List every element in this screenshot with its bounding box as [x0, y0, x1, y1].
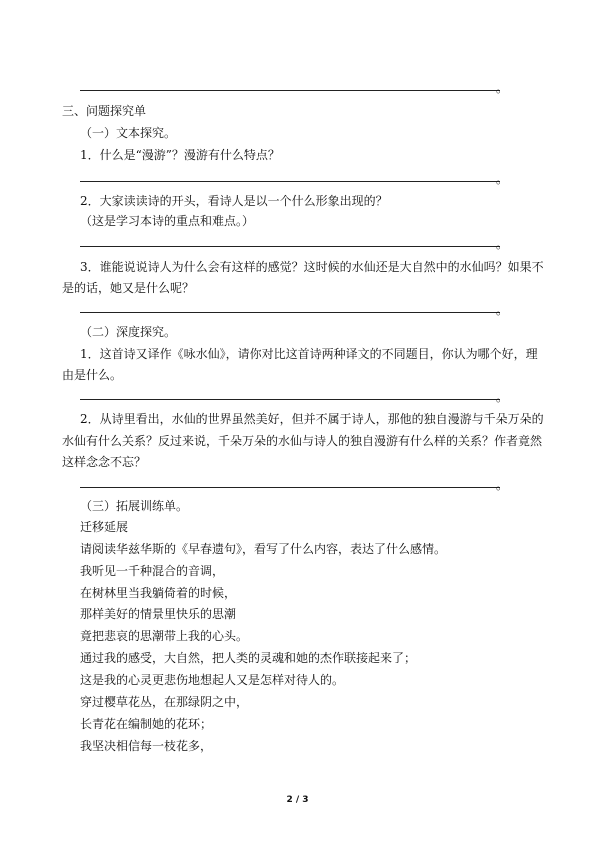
answer-line[interactable] — [80, 80, 508, 96]
question-text: 由是什么。 — [62, 368, 123, 382]
answer-rule — [80, 246, 500, 247]
answer-period: 。 — [495, 81, 508, 95]
answer-rule — [80, 312, 500, 313]
poem-line: 我听见一千种混合的音调， — [80, 564, 225, 578]
answer-period: 。 — [495, 303, 508, 317]
subsection-heading: （一）文本探究。 — [80, 126, 177, 140]
question-text: 是的话，她又是什么呢？ — [62, 281, 195, 295]
answer-rule — [80, 487, 500, 488]
answer-period: 。 — [495, 237, 508, 251]
answer-line[interactable] — [80, 389, 508, 405]
question-text: 2．大家读读诗的开头，看诗人是以一个什么形象出现的？ — [80, 194, 388, 208]
poem-line: 通过我的感受，大自然，把人类的灵魂和她的杰作联接起来了； — [80, 651, 417, 665]
section-heading: 三、问题探究单 — [62, 104, 147, 118]
poem-line: 我坚决相信每一枝花多， — [80, 739, 213, 753]
answer-rule — [80, 399, 500, 400]
question-text: 水仙有什么关系？反过来说，千朵万朵的水仙与诗人的独自漫游有什么样的关系？作者竟然 — [62, 434, 543, 448]
poem-line: 那样美好的情景里快乐的思潮 — [80, 607, 237, 621]
subsection-heading: （二）深度探究。 — [80, 325, 177, 339]
answer-rule — [80, 90, 500, 91]
answer-line[interactable] — [80, 236, 508, 252]
extension-prompt: 请阅读华兹华斯的《早春遗句》，看写了什么内容，表达了什么感情。 — [80, 542, 447, 556]
question-text: 1．什么是“漫游”？漫游有什么特点？ — [80, 148, 280, 162]
poem-line: 长青花在编制她的花环； — [80, 717, 213, 731]
poem-line: 竟把悲哀的思潮带上我的心头。 — [80, 629, 249, 643]
poem-line: 这是我的心灵更悲伤地想起人又是怎样对待人的。 — [80, 673, 345, 687]
answer-line[interactable] — [80, 302, 508, 318]
question-text: 1．这首诗又译作《咏水仙》，请你对比这首诗两种译文的不同题目，你认为哪个好，理 — [80, 347, 538, 361]
answer-period: 。 — [495, 390, 508, 404]
extension-title: 迁移延展 — [80, 520, 129, 534]
answer-line[interactable] — [80, 171, 508, 187]
page-number: 2 / 3 — [286, 795, 309, 805]
question-text: 这样念念不忘？ — [62, 455, 147, 469]
question-text: 2．从诗里看出，水仙的世界虽然美好，但并不属于诗人，那他的独自漫游与千朵万朵的 — [80, 412, 544, 426]
subsection-heading: （三）拓展训练单。 — [80, 499, 189, 513]
answer-rule — [80, 181, 500, 182]
answer-period: 。 — [495, 172, 508, 186]
answer-period: 。 — [495, 478, 508, 492]
answer-line[interactable] — [80, 477, 508, 493]
poem-line: 穿过樱草花丛，在那绿阴之中， — [80, 695, 249, 709]
poem-line: 在树林里当我躺倚着的时候， — [80, 586, 237, 600]
question-text: 3．谁能说说诗人为什么会有这样的感觉？这时候的水仙还是大自然中的水仙吗？如果不 — [80, 260, 544, 274]
question-note: （这是学习本诗的重点和难点。） — [80, 214, 255, 228]
